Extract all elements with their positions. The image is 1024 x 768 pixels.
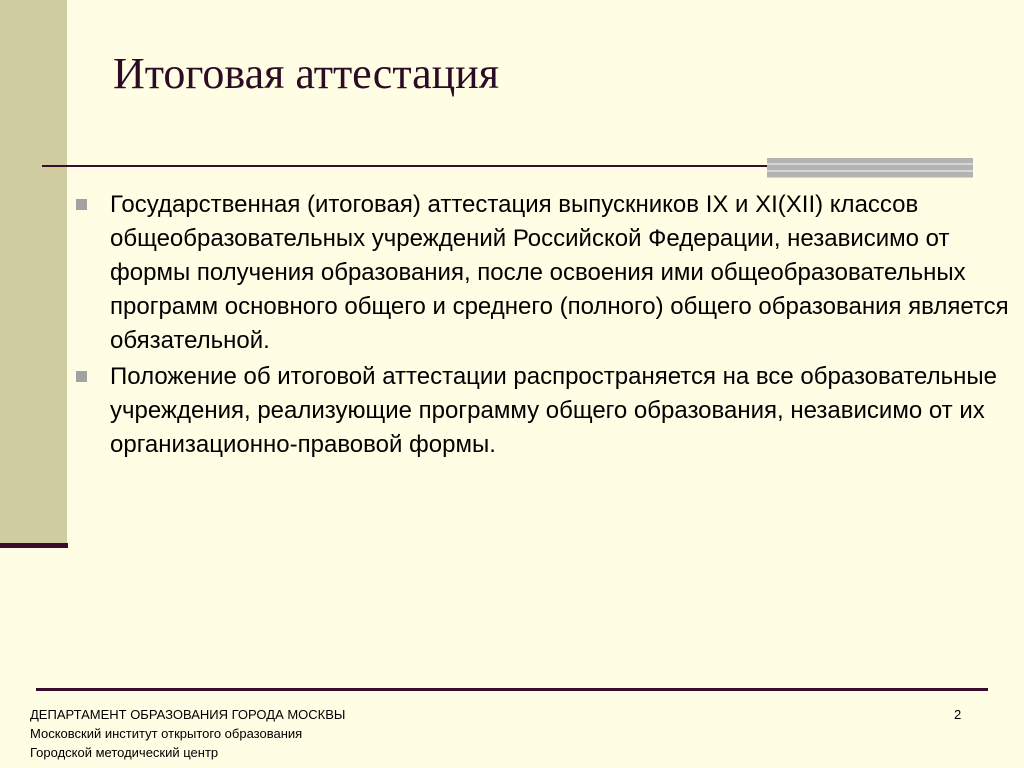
footer-organization: [30, 705, 345, 762]
footer-line-center: Городской методический центр: [30, 745, 219, 760]
bullet-item: [76, 360, 1021, 462]
slide-title: Итоговая аттестация: [113, 49, 499, 98]
footer-line-department: ДЕПАРТАМЕНТ ОБРАЗОВАНИЯ ГОРОДА МОСКВЫ: [30, 707, 346, 722]
side-band-rule: [0, 543, 68, 548]
bullet-list: [76, 188, 1021, 464]
bullet-text: Государственная (итоговая) аттестация выпускников IX и XI(XII) классов общеобразовательных учреждений Российской Федерации, независимо от формы получения образования, после освоения ими общеобразовательных программ основного общего и среднего (полного) общего образования является обязательной.: [110, 191, 1009, 354]
bullet-item: [76, 188, 1021, 358]
square-bullet-icon: [76, 199, 87, 210]
page-number: 2: [954, 707, 962, 722]
title-accent-stripes: [767, 158, 973, 178]
footer-line-institute: Московский институт открытого образования: [30, 726, 303, 741]
square-bullet-icon: [76, 371, 87, 382]
bullet-text: Положение об итоговой аттестации распространяется на все образовательные учреждения, реализующие программу общего образования, независимо от их организационно-правовой формы.: [110, 363, 997, 458]
footer-divider: [36, 688, 988, 691]
side-band: [0, 0, 67, 544]
